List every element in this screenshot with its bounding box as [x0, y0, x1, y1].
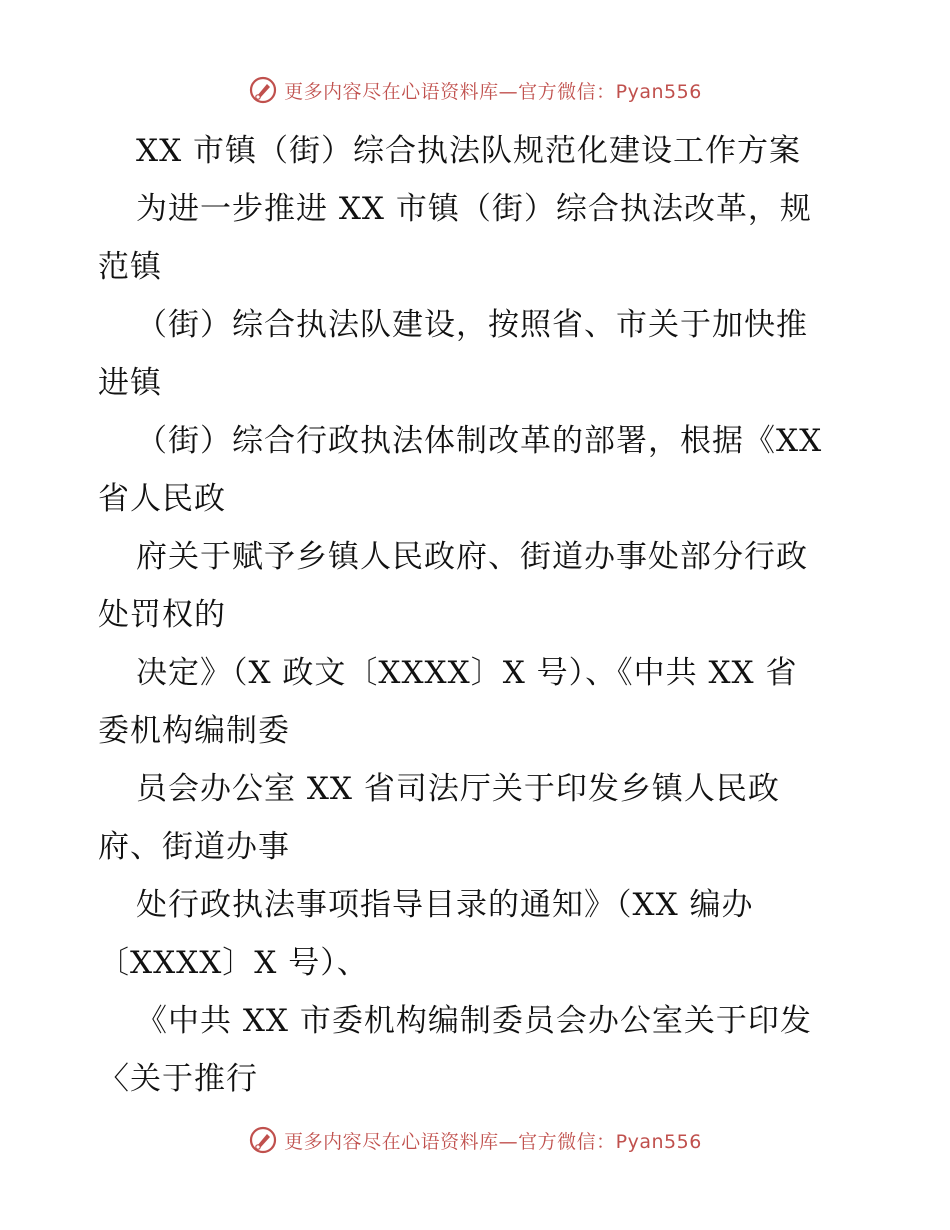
- document-line: （街）综合执法队建设，按照省、市关于加快推: [136, 307, 808, 343]
- document-line: 处行政执法事项指导目录的通知》（XX 编办: [136, 887, 754, 923]
- document-line: 进镇: [98, 365, 162, 401]
- pen-nib-logo-icon: [248, 75, 278, 105]
- document-line: 府关于赋予乡镇人民政府、街道办事处部分行政: [136, 539, 808, 575]
- header-watermark-text: 更多内容尽在心语资料库—官方微信：Pyan556: [284, 80, 702, 103]
- document-line: 员会办公室 XX 省司法厅关于印发乡镇人民政: [136, 771, 780, 807]
- footer-watermark-banner: [0, 1120, 950, 1160]
- footer-watermark-text: 更多内容尽在心语资料库—官方微信：Pyan556: [284, 1130, 702, 1153]
- document-line: （街）综合行政执法体制改革的部署，根据《XX: [136, 423, 823, 459]
- document-line: 府、街道办事: [98, 829, 290, 865]
- document-line: 为进一步推进 XX 市镇（街）综合执法改革，规: [136, 191, 812, 227]
- document-line: 《中共 XX 市委机构编制委员会办公室关于印发: [136, 1003, 812, 1039]
- document-line: 处罚权的: [98, 597, 226, 633]
- document-line: 〔XXXX〕X 号）、: [98, 945, 369, 981]
- document-line: 〈关于推行: [98, 1061, 258, 1097]
- header-watermark-banner: [0, 70, 950, 110]
- document-body: [98, 122, 858, 1108]
- document-line: XX 市镇（街）综合执法队规范化建设工作方案: [136, 133, 801, 169]
- document-line: 决定》（X 政文〔XXXX〕X 号）、《中共 XX 省: [136, 655, 798, 691]
- document-line: 委机构编制委: [98, 713, 290, 749]
- document-line: 省人民政: [98, 481, 226, 517]
- document-line: 范镇: [98, 249, 162, 285]
- pen-nib-logo-icon: [248, 1125, 278, 1155]
